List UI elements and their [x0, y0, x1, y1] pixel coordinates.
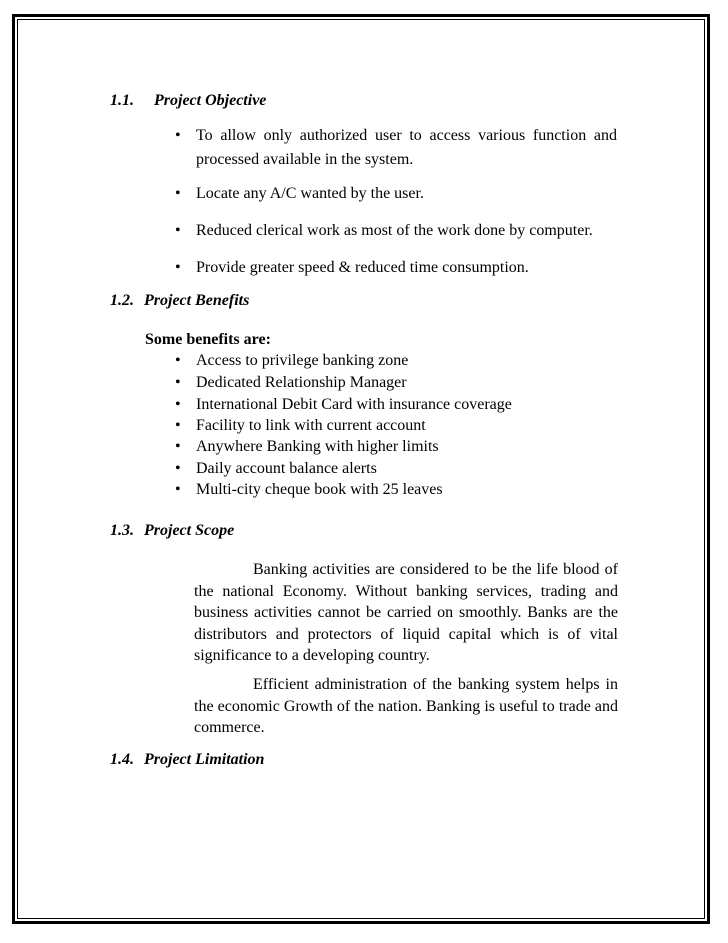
section-number: 1.4.	[110, 751, 134, 768]
benefit-text: Anywhere Banking with higher limits	[196, 438, 439, 455]
section-title: Project Objective	[154, 92, 267, 109]
bullet-icon: •	[175, 481, 181, 498]
benefit-text: International Debit Card with insurance coverage	[196, 396, 512, 413]
section-heading-scope	[110, 522, 234, 540]
bullet-icon: •	[175, 460, 181, 477]
section-heading-limitation	[110, 751, 264, 769]
benefits-intro: Some benefits are:	[145, 331, 271, 348]
section-number: 1.1.	[110, 92, 134, 109]
bullet-icon: •	[175, 417, 181, 434]
bullet-icon: •	[175, 396, 181, 413]
benefit-text: Facility to link with current account	[196, 417, 426, 434]
scope-paragraph	[194, 674, 618, 739]
bullet-icon: •	[175, 185, 181, 202]
objective-text: processed available in the system.	[196, 151, 414, 168]
bullet-icon: •	[175, 222, 181, 239]
scope-paragraph	[194, 559, 618, 667]
section-number: 1.3.	[110, 522, 134, 539]
objective-text: To allow only authorized user to access various function and	[196, 127, 617, 144]
objective-text: Provide greater speed & reduced time consumption.	[196, 259, 529, 276]
benefit-text: Access to privilege banking zone	[196, 352, 409, 369]
section-heading-objective	[110, 92, 266, 110]
section-title: Project Scope	[144, 522, 235, 539]
section-number: 1.2.	[110, 292, 134, 309]
benefit-text: Daily account balance alerts	[196, 460, 377, 477]
section-heading-benefits	[110, 292, 249, 310]
objective-text: Reduced clerical work as most of the work done by computer.	[196, 222, 593, 239]
bullet-icon: •	[175, 352, 181, 369]
bullet-icon: •	[175, 127, 181, 144]
bullet-icon: •	[175, 374, 181, 391]
scope-paragraph-text: Banking activities are considered to be the life blood of the national Economy. Without banking services, trading and business activities cannot be carried on smoothly. Banks are the distributors and protectors of liquid capital which is of vital significance to a developing country.	[194, 561, 618, 664]
benefit-text: Multi-city cheque book with 25 leaves	[196, 481, 443, 498]
scope-paragraph-text: Efficient administration of the banking system helps in the economic Growth of the nation. Banking is useful to trade and commerce.	[194, 676, 618, 736]
bullet-icon: •	[175, 438, 181, 455]
objective-text: Locate any A/C wanted by the user.	[196, 185, 424, 202]
benefit-text: Dedicated Relationship Manager	[196, 374, 407, 391]
section-title: Project Limitation	[144, 751, 265, 768]
bullet-icon: •	[175, 259, 181, 276]
section-title: Project Benefits	[144, 292, 250, 309]
